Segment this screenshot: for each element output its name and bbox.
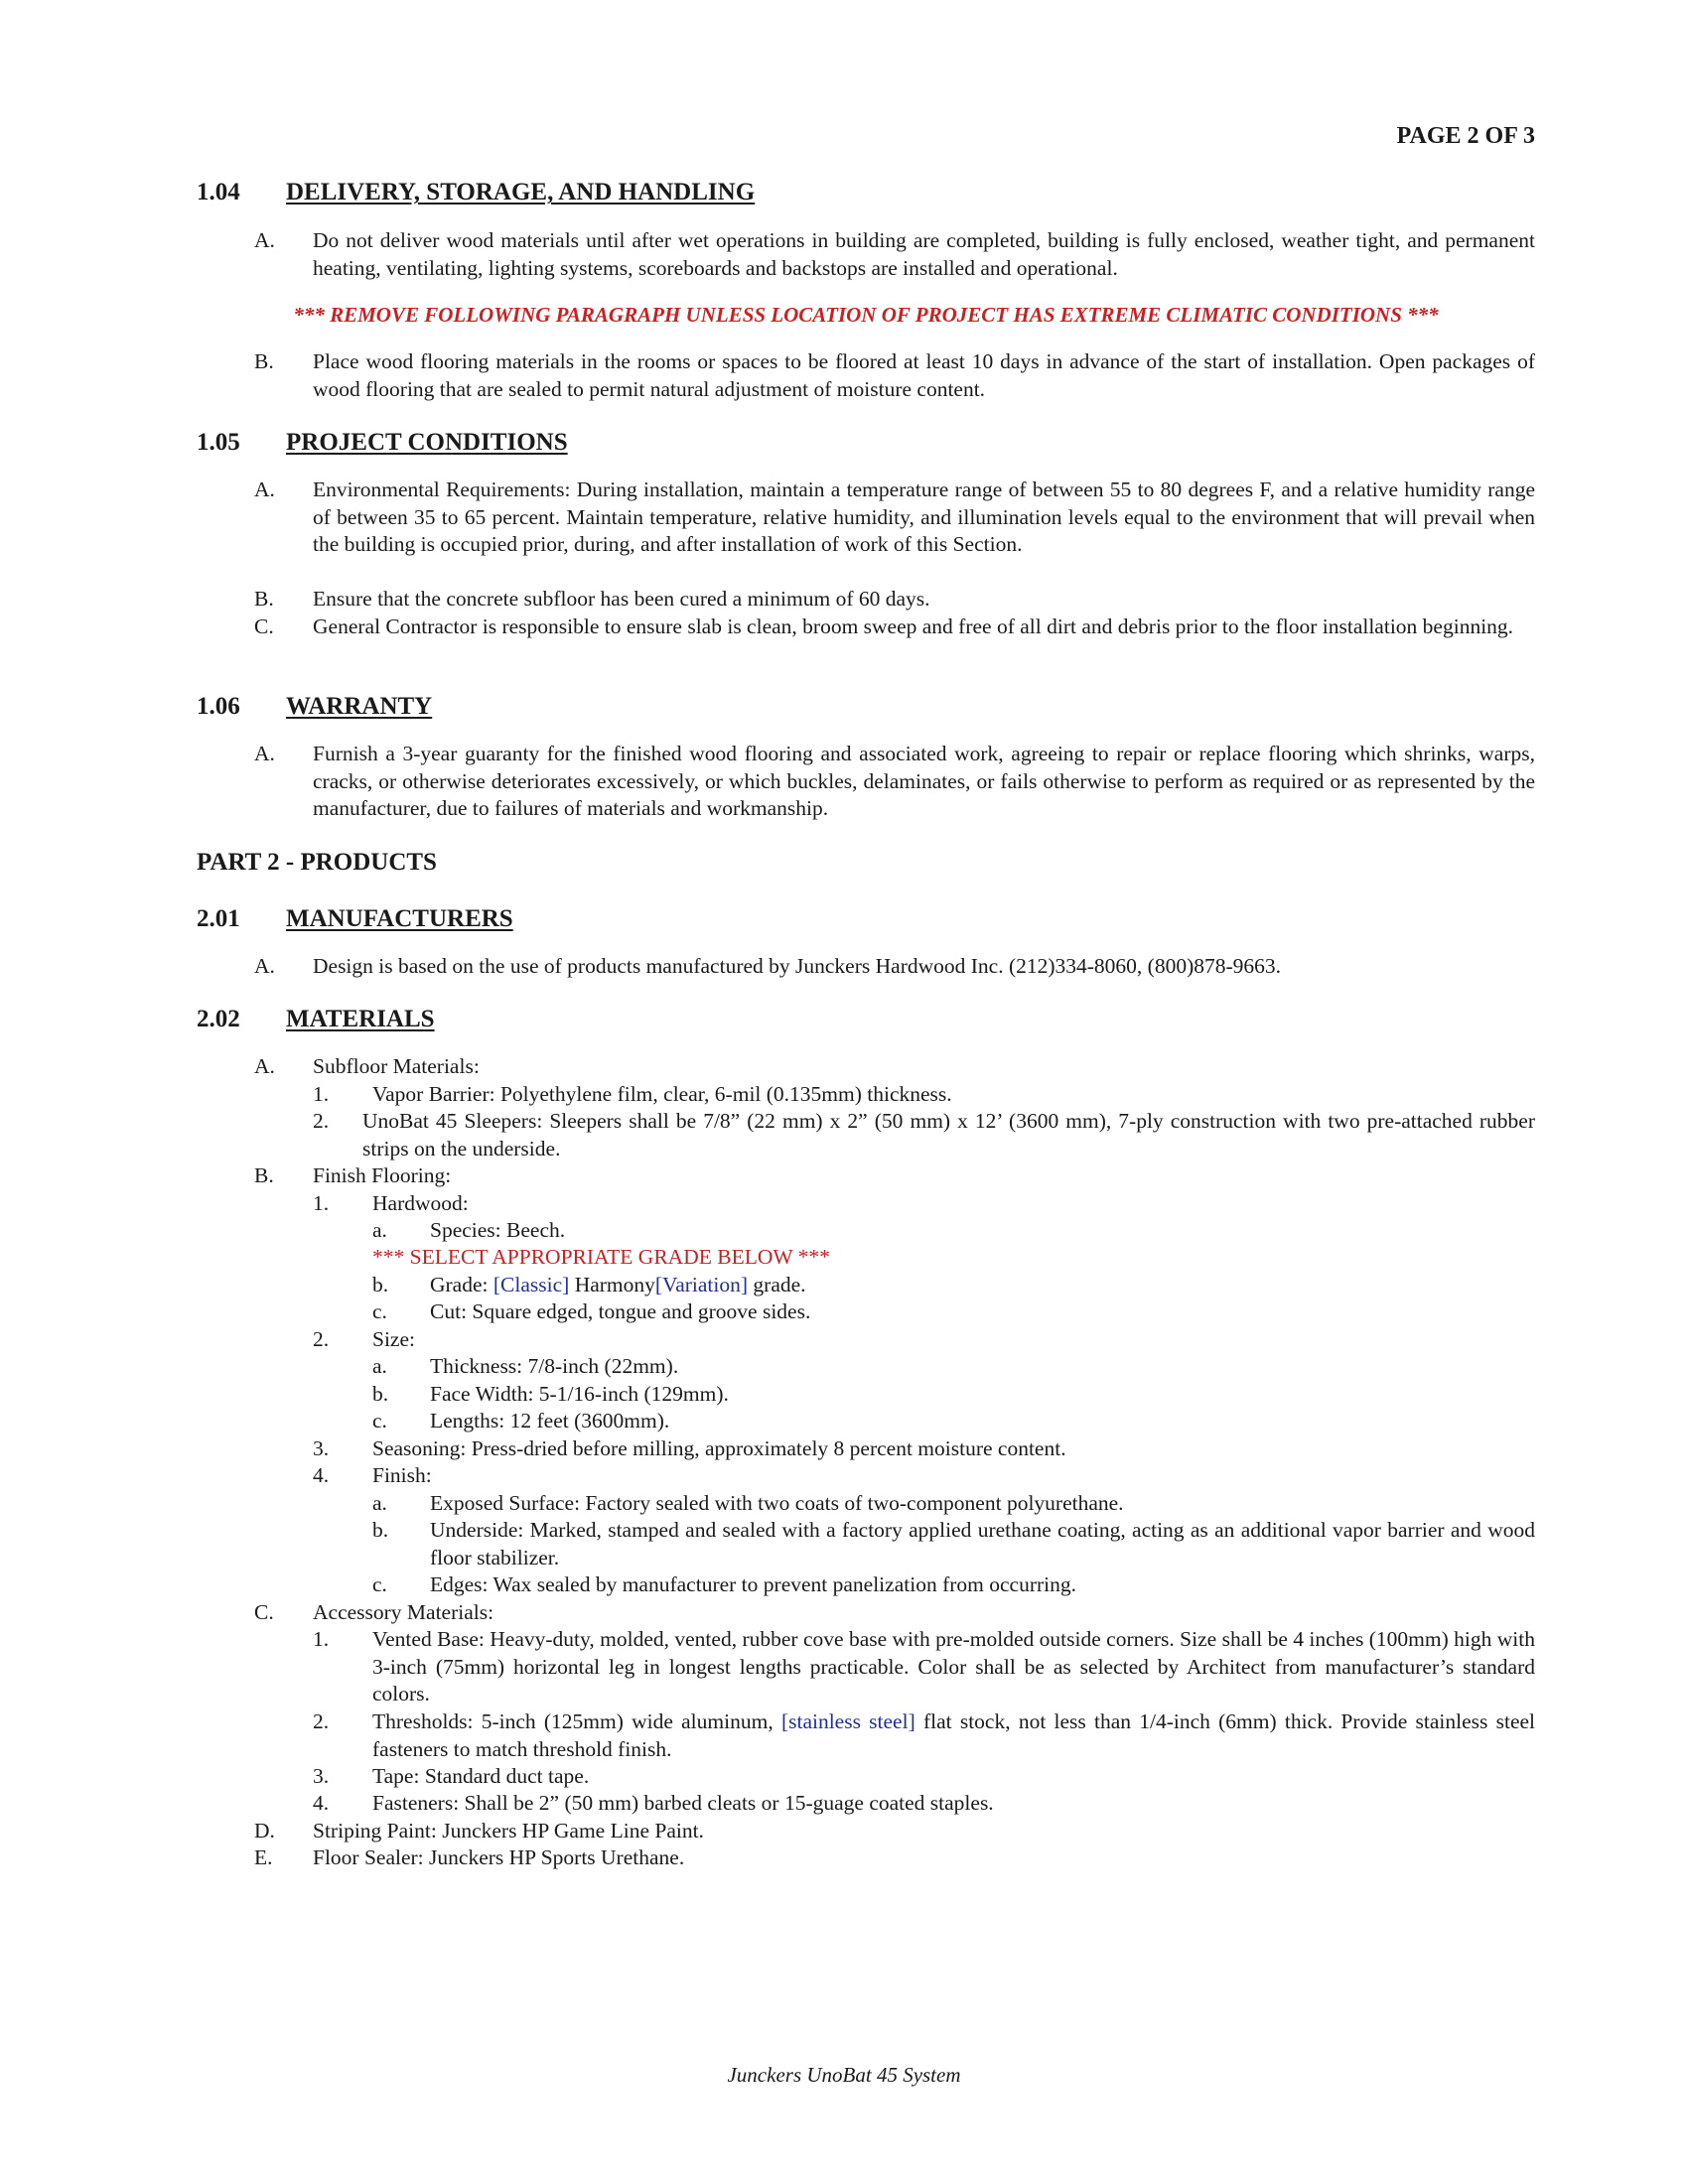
item-text: Floor Sealer: Junckers HP Sports Urethane. <box>313 1845 685 1869</box>
grade-option-classic: [Classic] <box>492 1273 570 1297</box>
subitem-2-02-b-4-b <box>372 1517 1535 1571</box>
paragraph-1-04-b <box>254 348 1535 403</box>
subitem-2-02-b-4-c <box>372 1571 1535 1599</box>
item-text: Vapor Barrier: Polyethylene film, clear, 6-mil (0.135mm) thickness. <box>372 1082 952 1106</box>
item-text: Hardwood: <box>372 1191 469 1215</box>
item-text: Size: <box>372 1327 415 1351</box>
item-text: Finish: <box>372 1463 432 1487</box>
item-label: 2. <box>313 1109 330 1133</box>
item-label: A. <box>254 478 275 501</box>
item-text: General Contractor is responsible to ensure slab is clean, broom sweep and free of all dirt and debris prior to the floor installation beginning. <box>313 614 1514 638</box>
subitem-2-02-c-2 <box>313 1708 1536 1763</box>
item-text: Striping Paint: Junckers HP Game Line Paint. <box>313 1819 704 1843</box>
section-heading-2-02 <box>197 1006 435 1033</box>
item-text: Species: Beech. <box>430 1218 566 1242</box>
paragraph-1-05-c <box>254 614 1535 641</box>
item-text: Accessory Materials: <box>313 1600 494 1624</box>
subitem-2-02-b-2-c <box>372 1408 1535 1435</box>
item-text: Cut: Square edged, tongue and groove sides. <box>430 1299 811 1323</box>
section-title: WARRANTY <box>286 693 433 720</box>
item-text: Furnish a 3-year guaranty for the finished wood flooring and associated work, agreeing to repair or replace flooring which shrinks, warps, cracks, or otherwise deteriorates excessively, or which buckles, delaminates, or fails otherwise to perform as required or as represented by the manufacturer, due to failures of materials and workmanship. <box>313 742 1535 821</box>
item-label: c. <box>372 1409 387 1433</box>
editor-note-climatic: *** REMOVE FOLLOWING PARAGRAPH UNLESS LOCATION OF PROJECT HAS EXTREME CLIMATIC CONDITIONS *** <box>293 303 1439 327</box>
item-text <box>430 1272 1535 1299</box>
item-text: Design is based on the use of products manufactured by Junckers Hardwood Inc. (212)334-8060, (800)878-9663. <box>313 954 1282 978</box>
section-title: MATERIALS <box>286 1006 435 1032</box>
item-label: 3. <box>313 1436 330 1460</box>
paragraph-2-01-a <box>254 953 1535 981</box>
section-title: MANUFACTURERS <box>286 905 513 932</box>
subitem-2-02-b-2 <box>313 1326 1535 1354</box>
item-text: Face Width: 5-1/16-inch (129mm). <box>430 1382 729 1406</box>
item-label: c. <box>372 1572 387 1596</box>
item-label: a. <box>372 1354 387 1378</box>
paragraph-1-05-b <box>254 586 1535 614</box>
grade-prefix: Grade: <box>430 1273 493 1297</box>
item-text: Exposed Surface: Factory sealed with two coats of two-component polyurethane. <box>430 1491 1124 1515</box>
item-label: 2. <box>313 1327 330 1351</box>
item-label: 4. <box>313 1463 330 1487</box>
item-label: c. <box>372 1299 387 1323</box>
item-label: 1. <box>313 1191 330 1215</box>
section-title: DELIVERY, STORAGE, AND HANDLING <box>286 179 756 205</box>
item-text: Underside: Marked, stamped and sealed with a factory applied urethane coating, acting as an additional vapor barrier and wood floor stabilizer. <box>430 1518 1535 1570</box>
item-label: b. <box>372 1273 389 1297</box>
item-text: Place wood flooring materials in the rooms or spaces to be floored at least 10 days in advance of the start of installation. Open packages of wood flooring that are sealed to permit natural adjustment of moisture content. <box>313 349 1535 401</box>
page-footer: Junckers UnoBat 45 System <box>727 2063 961 2087</box>
item-text: Lengths: 12 feet (3600mm). <box>430 1409 670 1433</box>
section-heading-1-06 <box>197 693 432 721</box>
paragraph-2-02-a <box>254 1053 1535 1081</box>
paragraph-2-02-e <box>254 1844 1535 1872</box>
subitem-2-02-c-1 <box>313 1626 1535 1708</box>
subitem-2-02-b-1-c <box>372 1298 1535 1326</box>
item-text: Subfloor Materials: <box>313 1054 480 1078</box>
item-label: 3. <box>313 1764 330 1788</box>
item-label: C. <box>254 614 274 638</box>
item-text: Finish Flooring: <box>313 1163 452 1187</box>
subitem-2-02-b-2-a <box>372 1353 1535 1381</box>
paragraph-1-04-a <box>254 227 1535 282</box>
section-title: PROJECT CONDITIONS <box>286 429 568 456</box>
subitem-2-02-b-1-a <box>372 1217 1535 1245</box>
subitem-2-02-b-4-a <box>372 1490 1535 1518</box>
subitem-2-02-b-1 <box>313 1190 1535 1218</box>
subitem-2-02-c-3 <box>313 1763 1535 1791</box>
paragraph-2-02-d <box>254 1818 1535 1845</box>
item-label: 1. <box>313 1627 330 1651</box>
paragraph-2-02-c <box>254 1599 1535 1627</box>
item-label: A. <box>254 228 275 252</box>
item-text: Ensure that the concrete subfloor has been cured a minimum of 60 days. <box>313 587 930 611</box>
threshold-option-stainless: [stainless steel] <box>780 1709 915 1733</box>
item-label: D. <box>254 1819 275 1843</box>
grade-option-variation: [Variation] <box>654 1273 749 1297</box>
subitem-2-02-a-1 <box>313 1081 1535 1109</box>
grade-harmony: Harmony <box>569 1273 655 1297</box>
item-label: b. <box>372 1382 389 1406</box>
section-heading-1-04 <box>197 179 755 206</box>
section-number: 2.02 <box>197 1006 240 1032</box>
item-text: Fasteners: Shall be 2” (50 mm) barbed cleats or 15-guage coated staples. <box>372 1791 994 1815</box>
paragraph-2-02-b <box>254 1162 1535 1190</box>
section-number: 1.06 <box>197 693 240 720</box>
item-label: B. <box>254 1163 274 1187</box>
subitem-2-02-c-4 <box>313 1790 1535 1818</box>
section-heading-1-05 <box>197 429 568 457</box>
item-text: Edges: Wax sealed by manufacturer to prevent panelization from occurring. <box>430 1572 1076 1596</box>
item-text: Tape: Standard duct tape. <box>372 1764 590 1788</box>
page-number: PAGE 2 OF 3 <box>1396 123 1535 149</box>
subitem-2-02-b-1-b <box>372 1272 1535 1299</box>
section-number: 2.01 <box>197 905 240 932</box>
item-label: 1. <box>313 1082 330 1106</box>
editor-note-grade: *** SELECT APPROPRIATE GRADE BELOW *** <box>372 1245 830 1269</box>
item-label: 2. <box>313 1709 330 1733</box>
section-heading-2-01 <box>197 905 513 933</box>
threshold-suffix: flat stock, not less than 1/4-inch (6mm) thick. Provide stainless steel fasteners to match threshold finish. <box>372 1709 1536 1761</box>
subitem-2-02-b-2-b <box>372 1381 1535 1409</box>
item-label: 4. <box>313 1791 330 1815</box>
item-label: B. <box>254 349 274 373</box>
grade-suffix: grade. <box>748 1273 806 1297</box>
item-text: Thickness: 7/8-inch (22mm). <box>430 1354 679 1378</box>
item-text: Environmental Requirements: During installation, maintain a temperature range of between 55 to 80 degrees F, and a relative humidity range of between 35 to 65 percent. Maintain temperature, relative humidity, and illumination levels equal to the environment that will prevail when the building is occupied prior, during, and after installation of work of this Section. <box>313 478 1535 557</box>
item-label: E. <box>254 1845 273 1869</box>
paragraph-1-05-a <box>254 477 1535 559</box>
item-label: A. <box>254 742 275 765</box>
item-text: UnoBat 45 Sleepers: Sleepers shall be 7/8” (22 mm) x 2” (50 mm) x 12’ (3600 mm), 7-ply construction with two pre-attached rubber strips on the underside. <box>362 1109 1535 1160</box>
item-label: a. <box>372 1491 387 1515</box>
section-number: 1.05 <box>197 429 240 456</box>
item-label: b. <box>372 1518 389 1542</box>
item-label: A. <box>254 954 275 978</box>
part-heading: PART 2 - PRODUCTS <box>197 849 437 876</box>
item-text: Vented Base: Heavy-duty, molded, vented, rubber cove base with pre-molded outside corners. Size shall be 4 inches (100mm) high with 3-inch (75mm) horizontal leg in longest lengths practicable. Color shall be as selected by Architect from manufacturer’s standard colors. <box>372 1627 1535 1706</box>
subitem-2-02-b-3 <box>313 1435 1535 1463</box>
section-number: 1.04 <box>197 179 240 205</box>
item-text <box>372 1708 1535 1763</box>
item-label: B. <box>254 587 274 611</box>
subitem-2-02-b-4 <box>313 1462 1535 1490</box>
subitem-2-02-a-2 <box>313 1108 1535 1162</box>
paragraph-1-06-a <box>254 741 1535 823</box>
item-label: a. <box>372 1218 387 1242</box>
threshold-prefix: Thresholds: 5-inch (125mm) wide aluminum, <box>372 1709 781 1733</box>
item-text: Do not deliver wood materials until after wet operations in building are completed, building is fully enclosed, weather tight, and permanent heating, ventilating, lighting systems, scoreboards and backstops are installed and operational. <box>313 228 1535 280</box>
item-text: Seasoning: Press-dried before milling, approximately 8 percent moisture content. <box>372 1436 1066 1460</box>
item-label: A. <box>254 1054 275 1078</box>
item-label: C. <box>254 1600 274 1624</box>
